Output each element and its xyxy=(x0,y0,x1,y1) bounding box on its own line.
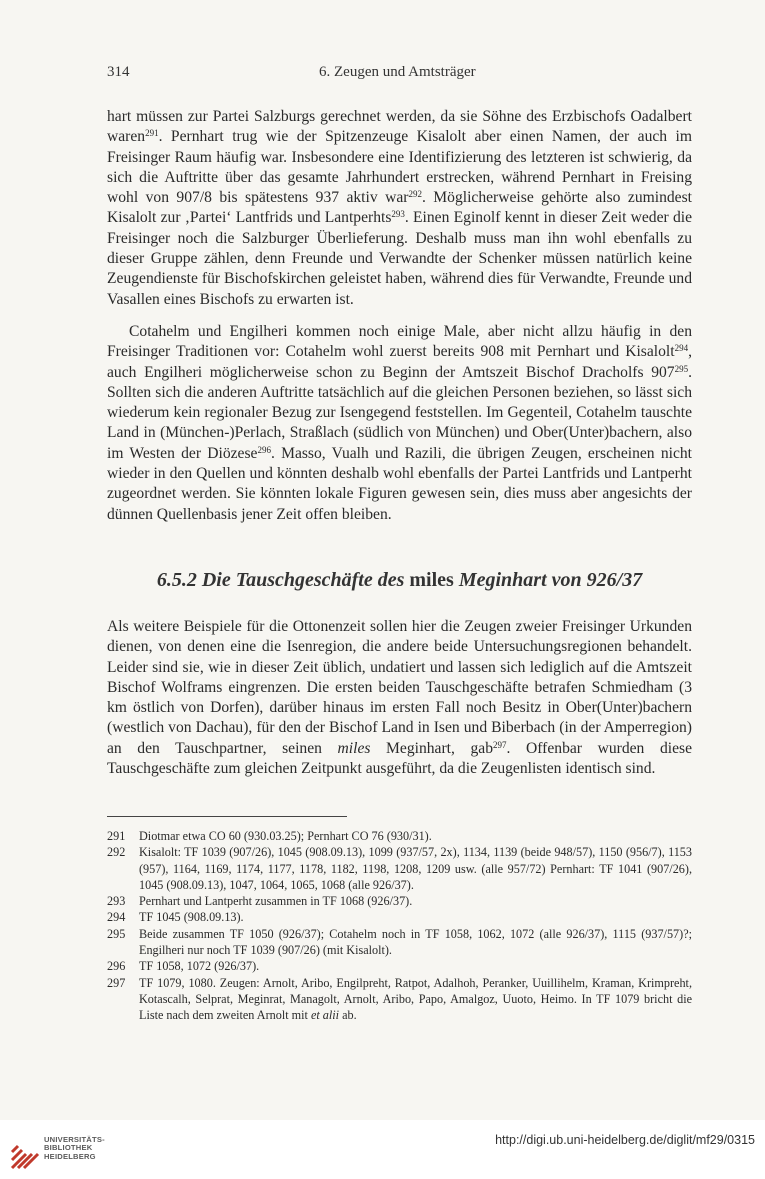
paragraph-3 xyxy=(107,617,692,779)
footnote-text: TF 1058, 1072 (926/37). xyxy=(139,959,260,974)
footnote-divider xyxy=(107,816,347,817)
text-run: ab. xyxy=(339,1008,357,1023)
footnote xyxy=(107,909,692,925)
footnote-number: 292 xyxy=(107,845,126,860)
text-run: . Offenbar wurden diese Tauschgeschäfte zum gleichen Zeitpunkt ausgeführt, da die Zeugenlisten identisch sind. xyxy=(107,739,692,778)
footnote-number: 291 xyxy=(107,829,126,843)
footnote-number: 295 xyxy=(107,926,126,941)
italic-term: miles xyxy=(337,739,371,757)
footnote xyxy=(107,828,692,844)
text-run: . Sollten sich die anderen Auftritte tatsächlich auf die gleichen Personen beziehen, so lässt sich wiederum kein regionaler Bezug zur Isengegend feststellen. Im Gegenteil, Cotahelm tauschte Land in (München-)Perlach, Straßlach (südlich von München) und Ober(Unter)bachern, also im Westen der Diözese xyxy=(107,363,692,462)
footnote xyxy=(107,958,692,974)
footnote-number: 297 xyxy=(107,975,126,990)
footnote-ref[interactable]: 291 xyxy=(145,128,159,139)
footnote-ref[interactable]: 292 xyxy=(408,189,422,200)
text-run: , auch Engilheri möglicherweise schon zu Beginn der Amtszeit Bischof Dracholfs 907 xyxy=(107,343,692,381)
logo-line: UNIVERSITÄTS- xyxy=(44,1135,105,1144)
text-run: hart müssen zur Partei Salzburgs gerechnet werden, da sie Söhne des Erzbischofs Oadalbert waren xyxy=(107,108,692,146)
footnote-ref[interactable]: 295 xyxy=(674,363,689,374)
heading-part: miles xyxy=(409,569,454,591)
footnote-number: 294 xyxy=(107,910,126,925)
text-run: . Einen Eginolf kennt in dieser Zeit weder die Freisinger noch die Salzburger Überlieferung. Deshalb muss man ihn wohl ebenfalls zu dieser Gruppe zählen, denn Freunde und Verwandte der Schenker müssen natürlich keine Zeugendienste für Bischofskirchen geleistet haben, während dies für Verwandte, Freunde und Vasallen eines Bischofs zu erwarten ist. xyxy=(107,209,692,308)
footnote-ref[interactable]: 296 xyxy=(257,444,271,455)
text-run: Cotahelm und Engilheri kommen noch einige Male, aber nicht allzu häufig in den Freisinger Traditionen vor: Cotahelm wohl zuerst bereits 908 mit Pernhart und Kisalolt xyxy=(107,323,692,361)
footnote xyxy=(107,893,692,909)
section-heading xyxy=(107,569,692,592)
heading-part: Meginhart von 926/37 xyxy=(453,569,643,591)
footnote-text: TF 1045 (908.09.13). xyxy=(139,910,244,925)
footnote xyxy=(107,926,692,959)
page-number: 314 xyxy=(107,64,130,80)
library-logo-text xyxy=(44,1136,105,1161)
source-url[interactable]: http://digi.ub.uni-heidelberg.de/diglit/mf29/0315 xyxy=(495,1133,755,1147)
footnote xyxy=(107,844,692,893)
heading-part: 6.5.2 Die Tauschgeschäfte des xyxy=(156,569,410,591)
footnote-text: Kisalolt: TF 1039 (907/26), 1045 (908.09.13), 1099 (937/57, 2x), 1134, 1139 (beide 948/57), 1150 (956/7), 1153 (957), 1164, 1169, 1174, 1177, 1178, 1182, 1198, 1208, 1209 usw. (alle 957/72) Pernhart: TF 1041 (907/26), 1045 (908.09.13), 1047, 1064, 1065, 1068 (alle 926/37). xyxy=(139,845,692,892)
text-run: Als weitere Beispiele für die Ottonenzeit sollen hier die Zeugen zweier Freisinger Urkunden dienen, von denen eine die Isenregion, die andere beide Untersuchungsregionen behandelt. Leider sind sie, wie in dieser Zeit üblich, undatiert und lassen sich lediglich auf die Amtszeit Bischof Wolframs eingrenzen. Die ersten beiden Tauschgeschäfte betrafen Schmiedham (3 km östlich von Dorfen), darüber hinaus im ersten Fall noch Besitz in Ober(Unter)bachern (westlich von Dachau), für den der Bischof Land in Isen und Biberbach (in der Amperregion) an den Tauschpartner, seinen xyxy=(107,618,692,757)
paragraph-1 xyxy=(107,107,692,310)
text-run: . Pernhart trug wie der Spitzenzeuge Kisalolt aber einen Namen, der auch im Freisinger Raum häufig war. Insbesondere eine Identifizierung des letzteren ist schwierig, da sich die Auftritte über das gesamte Jahrhundert erstrecken, während Pernhart in Freising wohl von 907/8 bis spätestens 937 aktiv war xyxy=(107,128,692,207)
footnotes xyxy=(107,828,692,1024)
footnote-text: Beide zusammen TF 1050 (926/37); Cotahelm noch in TF 1058, 1062, 1072 (alle 926/37), 1115 (937/57)?; Engilheri nur noch TF 1039 (907/26) (mit Kisalolt). xyxy=(139,926,692,958)
footnote xyxy=(107,975,692,1024)
paragraph-2 xyxy=(107,322,692,525)
footnote-text: Diotmar etwa CO 60 (930.03.25); Pernhart CO 76 (930/31). xyxy=(139,829,432,843)
chapter-title: 6. Zeugen und Amtsträger xyxy=(319,64,476,80)
text-run: . Masso, Vualh und Razili, die übrigen Zeugen, erscheinen nicht wieder in den Quellen und könnten deshalb wohl ebenfalls der Partei Lantfrids und Lantperht zugeordnet werden. Sie könnten lokale Figuren gewesen sein, dies muss aber angesichts der dünnen Quellenbasis jener Zeit offen bleiben. xyxy=(107,444,692,523)
footnote-ref[interactable]: 297 xyxy=(493,739,507,750)
footnote-number: 296 xyxy=(107,959,126,974)
text-run: . Möglicherweise gehörte also zumindest Kisalolt zur ‚Partei‘ Lantfrids und Lantperhts xyxy=(107,189,692,227)
logo-line: HEIDELBERG xyxy=(44,1151,96,1161)
logo-line: BIBLIOTHEK xyxy=(44,1143,93,1153)
footnote-number: 293 xyxy=(107,894,126,909)
footnote-text xyxy=(139,975,692,1024)
italic-term: et alii xyxy=(310,1008,340,1023)
text-run: TF 1079, 1080. Zeugen: Arnolt, Aribo, Engilpreht, Ratpot, Adalhoh, Peranker, Uuillihelm, Kraman, Krimpreht, Kotascalh, Selprat, Meginrat, Managolt, Arnolt, Aribo, Papo, Amalgoz, Uuoto, Heimo. In TF 1079 bricht die Liste nach dem zweiten Arnolt mit xyxy=(139,975,692,1023)
text-run: Meginhart, gab xyxy=(370,739,494,757)
footnote-ref[interactable]: 294 xyxy=(674,343,689,354)
footnote-ref[interactable]: 293 xyxy=(391,209,405,220)
footnote-text: Pernhart und Lantperht zusammen in TF 1068 (926/37). xyxy=(139,894,413,909)
